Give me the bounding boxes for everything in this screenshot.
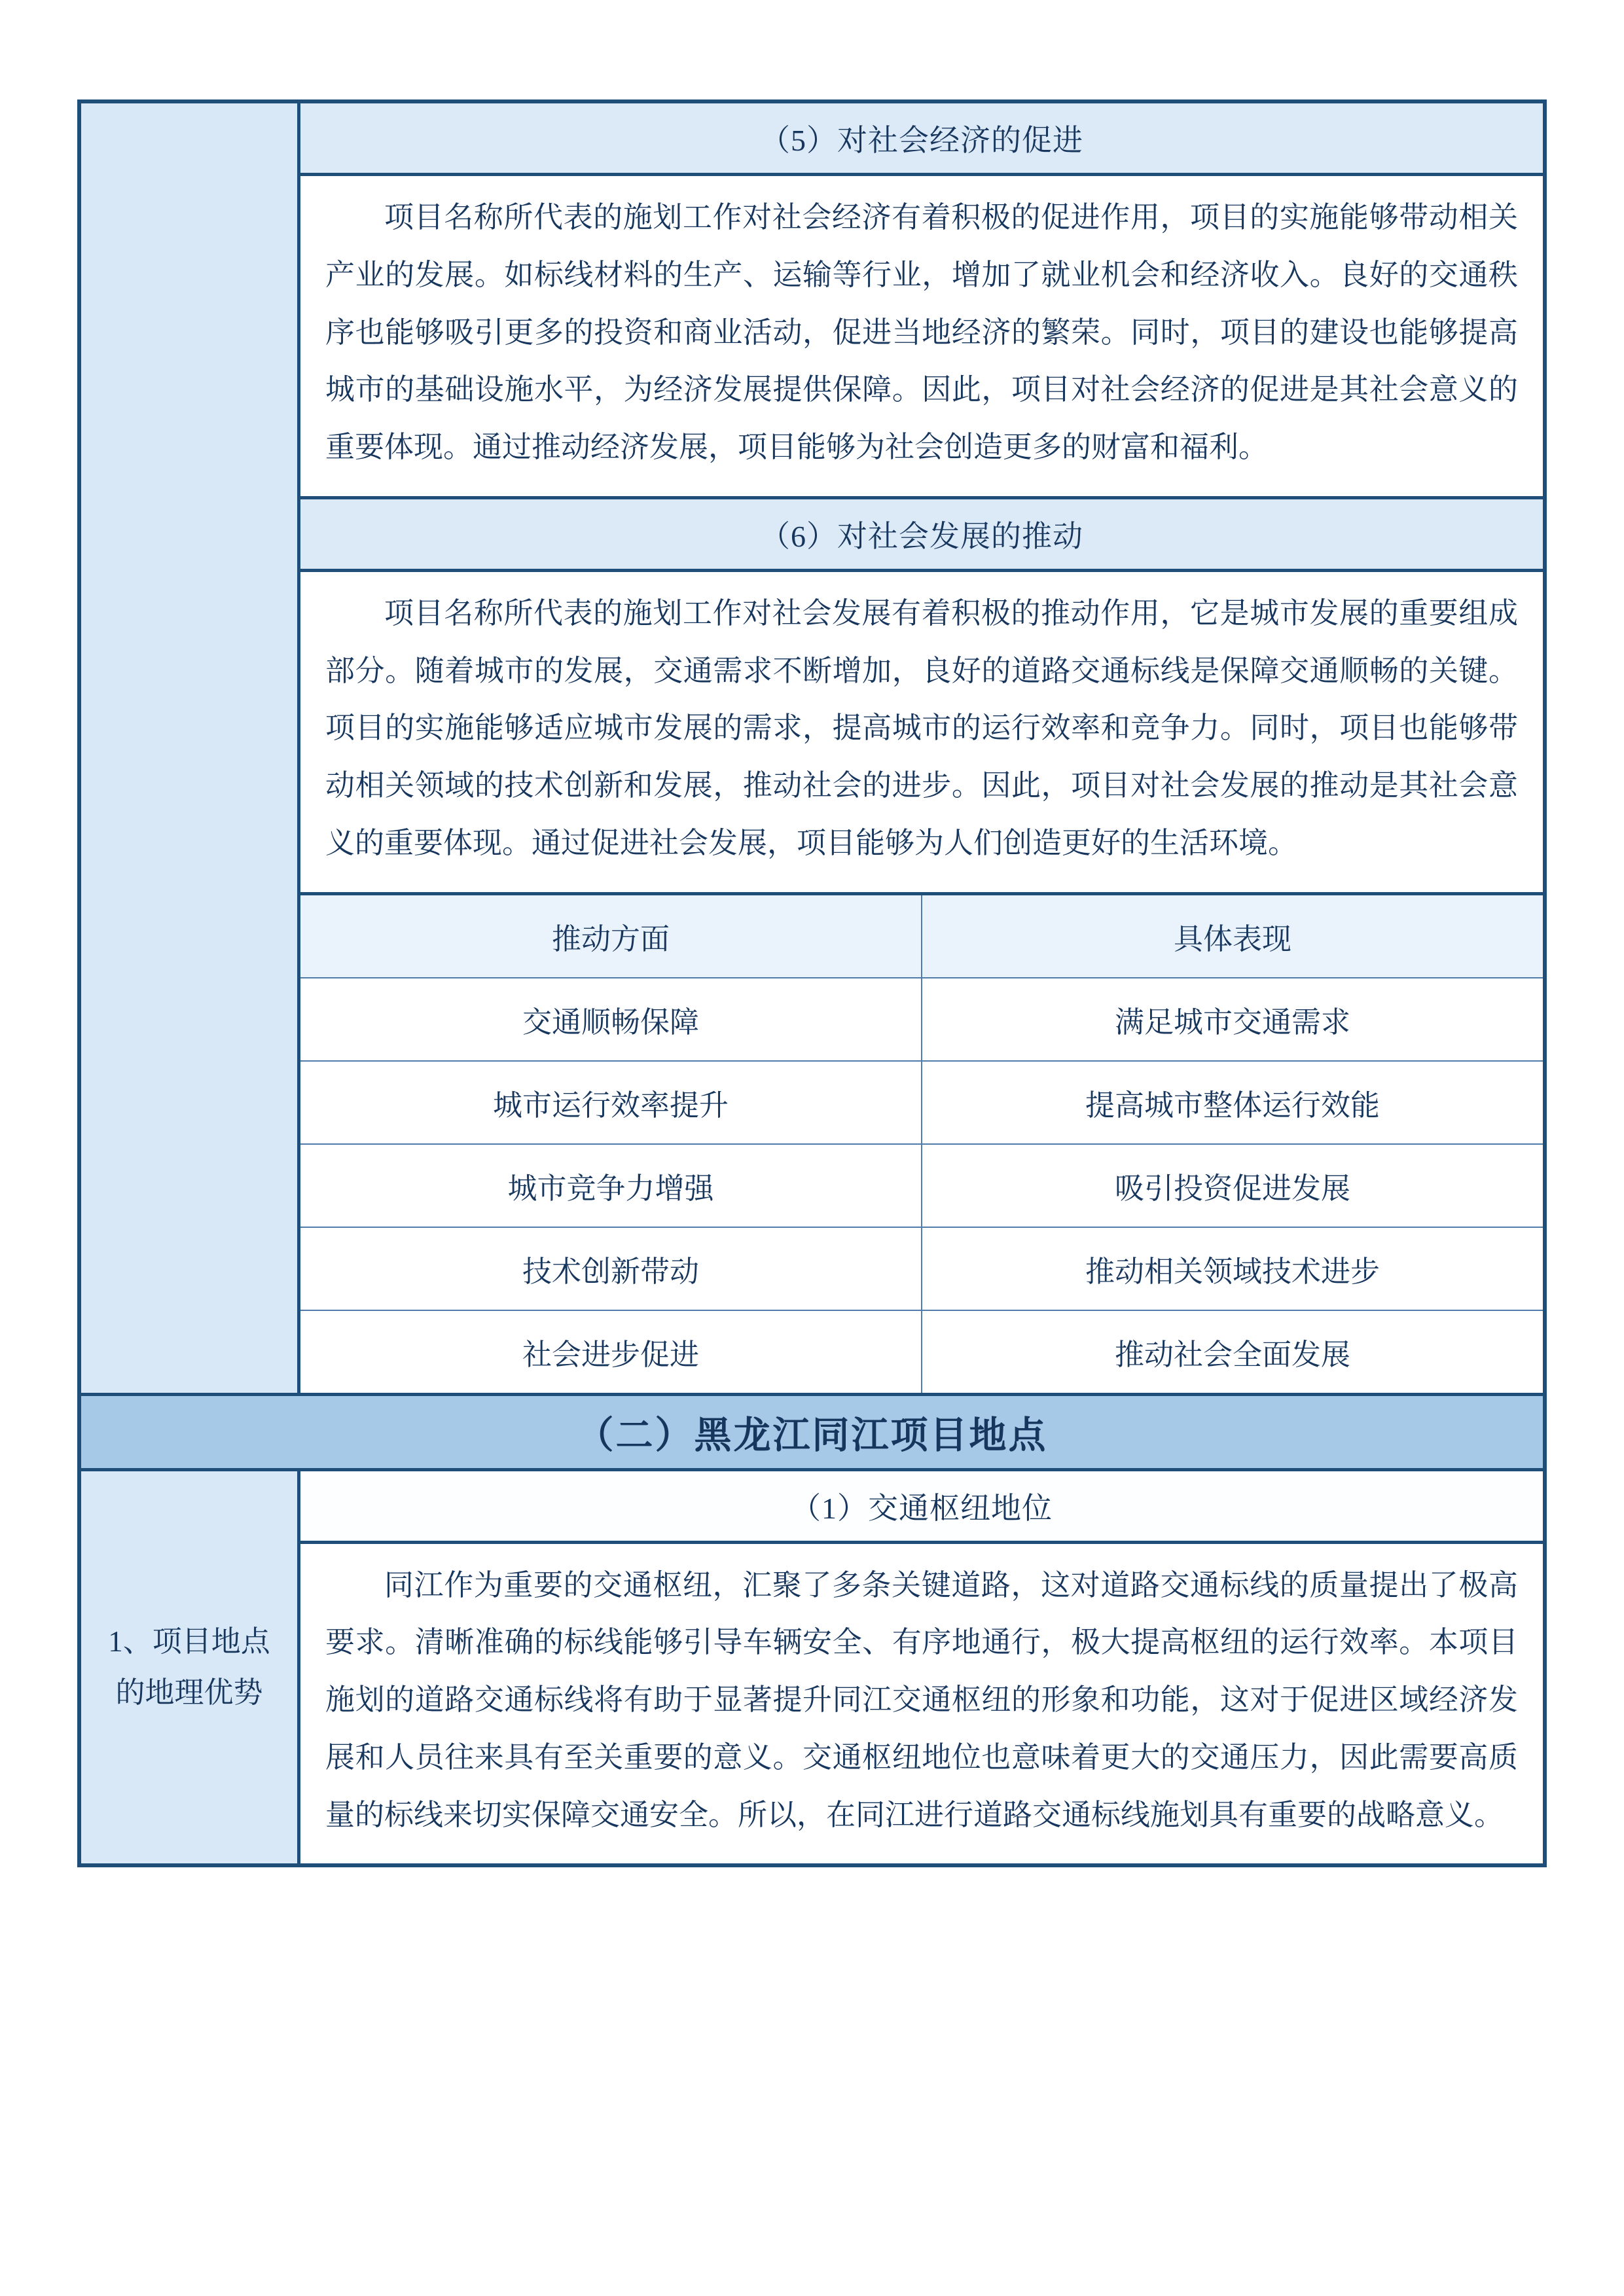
table-row	[300, 1228, 1543, 1310]
impact-cell-aspect: 交通顺畅保障	[300, 978, 921, 1060]
impact-table	[300, 895, 1543, 1393]
impact-cell-aspect: 城市竞争力增强	[300, 1145, 921, 1227]
section-2-banner: （二）黑龙江同江项目地点	[81, 1396, 1543, 1468]
impact-cell-manifestation: 推动社会全面发展	[922, 1311, 1543, 1393]
subsection-1-body: 同江作为重要的交通枢纽，汇聚了多条关键道路，这对道路交通标线的质量提出了极高要求。清晰准确的标线能够引导车辆安全、有序地通行，极大提高枢纽的运行效率。本项目施划的道路交通标线将有助于显著提升同江交通枢纽的形象和功能，这对于促进区域经济发展和人员往来具有至关重要的意义。交通枢纽地位也意味着更大的交通压力，因此需要高质量的标线来切实保障交通安全。所以，在同江进行道路交通标线施划具有重要的战略意义。	[300, 1544, 1543, 1864]
left-column-empty-cell	[81, 103, 297, 1393]
subsection-5-header: （5）对社会经济的促进	[300, 103, 1543, 173]
table-row	[300, 1311, 1543, 1393]
table-row	[300, 1145, 1543, 1227]
row-label-cell-geographic-advantage	[81, 1471, 297, 1864]
impact-cell-manifestation: 推动相关领域技术进步	[922, 1228, 1543, 1310]
impact-col-header-aspect: 推动方面	[300, 895, 921, 977]
location-band	[81, 1471, 1543, 1864]
location-content	[300, 1471, 1543, 1864]
social-benefit-band	[81, 103, 1543, 1393]
impact-cell-aspect: 社会进步促进	[300, 1311, 921, 1393]
impact-table-header-row	[300, 895, 1543, 977]
impact-col-header-manifestation: 具体表现	[922, 895, 1543, 977]
impact-cell-manifestation: 提高城市整体运行效能	[922, 1062, 1543, 1143]
table-row	[300, 1062, 1543, 1143]
impact-cell-manifestation: 满足城市交通需求	[922, 978, 1543, 1060]
impact-cell-manifestation: 吸引投资促进发展	[922, 1145, 1543, 1227]
subsection-5-body: 项目名称所代表的施划工作对社会经济有着积极的促进作用，项目的实施能够带动相关产业的发展。如标线材料的生产、运输等行业，增加了就业机会和经济收入。良好的交通秩序也能够吸引更多的投资和商业活动，促进当地经济的繁荣。同时，项目的建设也能够提高城市的基础设施水平，为经济发展提供保障。因此，项目对社会经济的促进是其社会意义的重要体现。通过推动经济发展，项目能够为社会创造更多的财富和福利。	[300, 176, 1543, 496]
impact-cell-aspect: 城市运行效率提升	[300, 1062, 921, 1143]
subsection-6-body: 项目名称所代表的施划工作对社会发展有着积极的推动作用，它是城市发展的重要组成部分。随着城市的发展，交通需求不断增加，良好的道路交通标线是保障交通顺畅的关键。项目的实施能够适应城市发展的需求，提高城市的运行效率和竞争力。同时，项目也能够带动相关领域的技术创新和发展，推动社会的进步。因此，项目对社会发展的推动是其社会意义的重要体现。通过促进社会发展，项目能够为人们创造更好的生活环境。	[300, 572, 1543, 892]
impact-cell-aspect: 技术创新带动	[300, 1228, 921, 1310]
row-label-geographic-advantage: 1、项目地点的地理优势	[108, 1624, 270, 1710]
subsection-1-header: （1）交通枢纽地位	[300, 1471, 1543, 1541]
project-report-table	[77, 99, 1547, 1867]
social-benefit-content	[300, 103, 1543, 1393]
table-row	[300, 978, 1543, 1060]
subsection-6-header: （6）对社会发展的推动	[300, 499, 1543, 569]
